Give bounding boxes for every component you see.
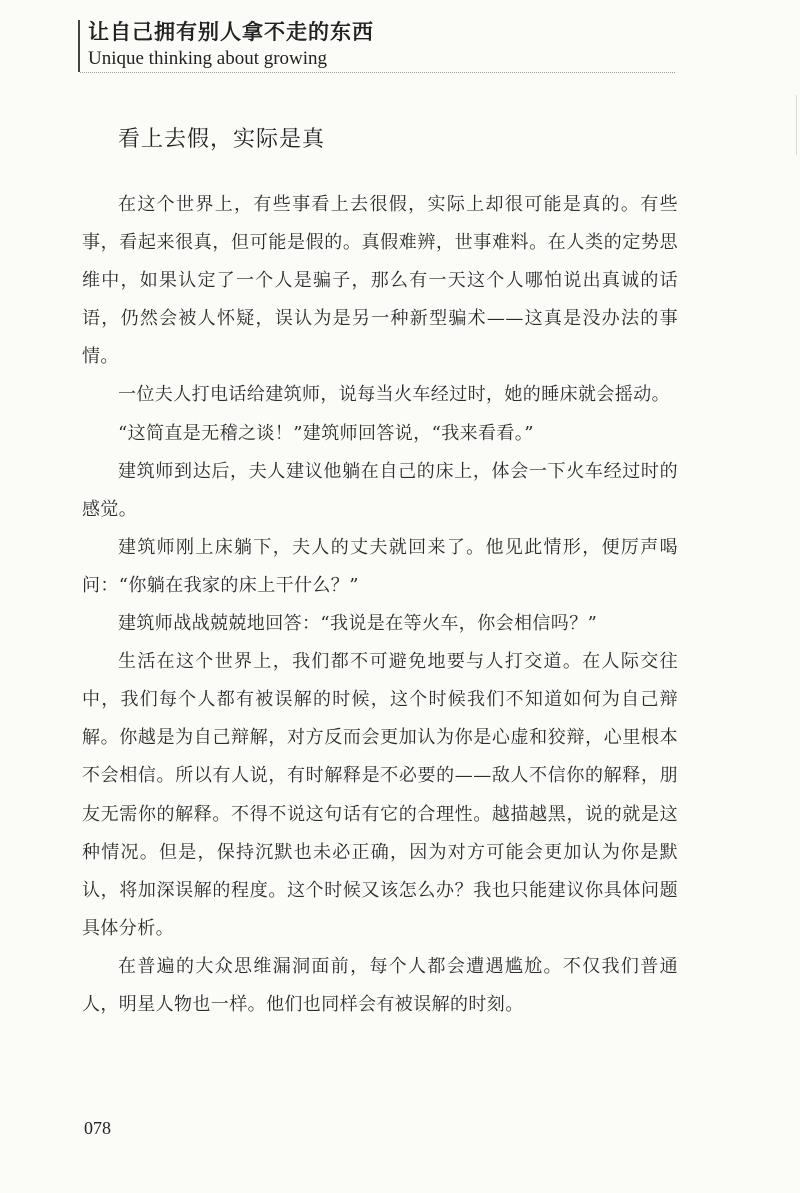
header-bar [78, 20, 80, 72]
paragraph: 生活在这个世界上，我们都不可避免地要与人打交道。在人际交往中，我们每个人都有被误解的时候，这个时候我们不知道如何为自己辩解。你越是为自己辩解，对方反而会更加认为你是心虚和狡辩，心里根本不会相信。所以有人说，有时解释是不必要的——敌人不信你的解释，朋友无需你的解释。不得不说这句话有它的合理性。越描越黑，说的就是这种情况。但是，保持沉默也未必正确，因为对方可能会更加认为你是默认，将加深误解的程度。这个时候又该怎么办？我也只能建议你具体问题具体分析。 [82, 651, 678, 939]
header-divider [80, 72, 675, 73]
paragraph: 建筑师战战兢兢地回答：“我说是在等火车，你会相信吗？” [118, 613, 598, 635]
section-heading: 看上去假，实际是真 [118, 127, 326, 152]
paragraph: 在这个世界上，有些事看上去很假，实际上却很可能是真的。有些事，看起来很真，但可能是假的。真假难辨，世事难料。在人类的定势思维中，如果认定了一个人是骗子，那么有一天这个人哪怕说出真诚的话语，仍然会被人怀疑，误认为是另一种新型骗术——这真是没办法的事情。 [82, 194, 678, 368]
page-number: 078 [84, 1118, 111, 1138]
book-title: 让自己拥有别人拿不走的东西 [88, 19, 374, 44]
body-text [82, 186, 678, 1024]
paragraph: 建筑师到达后，夫人建议他躺在自己的床上，体会一下火车经过时的感觉。 [82, 460, 678, 520]
book-subtitle: Unique thinking about growing [88, 48, 328, 69]
paragraph: “这简直是无稽之谈！”建筑师回答说，“我来看看。” [118, 422, 534, 444]
paragraph: 一位夫人打电话给建筑师，说每当火车经过时，她的睡床就会摇动。 [118, 384, 670, 406]
page-edge-line [796, 95, 797, 155]
paragraph: 建筑师刚上床躺下，夫人的丈夫就回来了。他见此情形，便厉声喝问：“你躺在我家的床上干什么？” [82, 536, 678, 596]
paragraph: 在普遍的大众思维漏洞面前，每个人都会遭遇尴尬。不仅我们普通人，明星人物也一样。他们也同样会有被误解的时刻。 [82, 955, 678, 1015]
